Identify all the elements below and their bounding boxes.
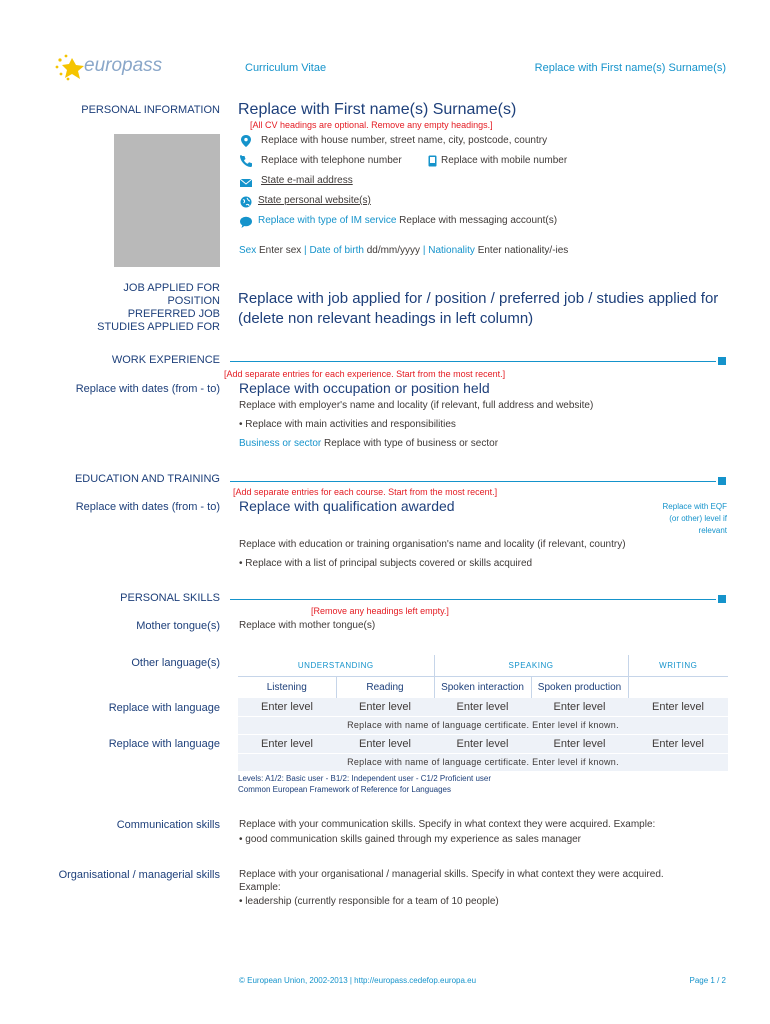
activities: • Replace with main activities and responsibilities bbox=[239, 419, 456, 430]
im-chat-icon bbox=[240, 216, 252, 228]
levels-note: Levels: A1/2: Basic user - B1/2: Independent user - C1/2 Proficient user bbox=[238, 774, 492, 783]
understanding-header: UNDERSTANDING bbox=[238, 655, 434, 676]
section-divider-marker bbox=[718, 477, 726, 485]
work-note: [Add separate entries for each experience. Start from the most recent.] bbox=[224, 369, 506, 379]
job-applied-text: Replace with job applied for / position / preferred job / studies applied for (delete non relevant headings in left column) bbox=[238, 290, 719, 327]
writing-subheader-empty bbox=[628, 676, 728, 698]
language-label: Replace with language bbox=[108, 702, 220, 714]
organisational-skills-label: Organisational / managerial skills bbox=[58, 869, 220, 881]
im-value: Replace with messaging account(s) bbox=[399, 215, 558, 226]
communication-skills-example: • good communication skills gained through my experience as sales manager bbox=[239, 834, 582, 845]
level-cell: Enter level bbox=[553, 701, 606, 713]
work-experience-label: WORK EXPERIENCE bbox=[111, 354, 220, 366]
organisation: Replace with education or training organisation's name and locality (if relevant, country) bbox=[239, 539, 626, 550]
level-cell: Enter level bbox=[456, 738, 509, 750]
headings-note: [All CV headings are optional. Remove any empty headings.] bbox=[250, 120, 493, 130]
im-line bbox=[258, 215, 557, 226]
language-certificate: Replace with name of language certificate. Enter level if known. bbox=[238, 717, 728, 734]
spoken-interaction-header: Spoken interaction bbox=[434, 676, 531, 698]
speaking-header: SPEAKING bbox=[434, 655, 628, 676]
education-dates: Replace with dates (from - to) bbox=[75, 501, 220, 513]
language-table-subheader bbox=[238, 676, 728, 698]
language-certificate: Replace with name of language certificate. Enter level if known. bbox=[238, 754, 728, 771]
other-languages-label: Other language(s) bbox=[131, 657, 220, 669]
email[interactable]: State e-mail address bbox=[261, 175, 353, 186]
employer: Replace with employer's name and locality (if relevant, full address and website) bbox=[239, 400, 594, 411]
business-label: Business or sector bbox=[239, 438, 322, 449]
photo-placeholder bbox=[114, 134, 220, 267]
education-label: EDUCATION AND TRAINING bbox=[74, 473, 220, 485]
europass-logo-icon bbox=[54, 52, 88, 82]
europass-logo bbox=[54, 52, 164, 82]
personal-details-line bbox=[239, 245, 568, 256]
skills-note: [Remove any headings left empty.] bbox=[311, 606, 449, 616]
eqf-level-3: relevant bbox=[698, 526, 727, 535]
communication-skills-label: Communication skills bbox=[116, 819, 220, 831]
organisational-skills-text: Replace with your organisational / managerial skills. Specify in what context they were acquired. bbox=[239, 869, 664, 880]
level-cell: Enter level bbox=[359, 738, 411, 750]
job-label-2: POSITION bbox=[167, 295, 220, 307]
address: Replace with house number, street name, city, postcode, country bbox=[261, 135, 548, 146]
section-divider-marker bbox=[718, 595, 726, 603]
sex-label: Sex bbox=[239, 245, 257, 256]
organisational-skills-example: • leadership (currently responsible for a team of 10 people) bbox=[239, 896, 499, 907]
framework-note: Common European Framework of Reference for Languages bbox=[238, 785, 451, 794]
mother-tongue-value: Replace with mother tongue(s) bbox=[239, 620, 376, 631]
nationality-label: Nationality bbox=[428, 245, 475, 256]
sex-value: Enter sex bbox=[259, 245, 302, 256]
level-cell: Enter level bbox=[652, 701, 704, 713]
level-cell: Enter level bbox=[456, 701, 509, 713]
eqf-level-1: Replace with EQF bbox=[662, 502, 727, 511]
dob-label: Date of birth bbox=[309, 245, 364, 256]
mother-tongue-label: Mother tongue(s) bbox=[136, 620, 220, 632]
header-name: Replace with First name(s) Surname(s) bbox=[534, 62, 726, 74]
job-label-1: JOB APPLIED FOR bbox=[123, 282, 220, 294]
im-label: Replace with type of IM service bbox=[258, 215, 397, 226]
level-cell: Enter level bbox=[553, 738, 606, 750]
level-cell: Enter level bbox=[652, 738, 704, 750]
email-icon bbox=[240, 177, 252, 189]
job-label-3: PREFERRED JOB bbox=[127, 308, 220, 320]
phone-icon bbox=[240, 155, 252, 167]
spoken-production-header: Spoken production bbox=[531, 676, 628, 698]
organisational-skills-example-label: Example: bbox=[239, 882, 281, 893]
europass-logo-text: europass bbox=[84, 55, 163, 76]
section-divider bbox=[230, 481, 716, 482]
language-label: Replace with language bbox=[108, 738, 220, 750]
telephone: Replace with telephone number bbox=[261, 155, 402, 166]
footer-copyright: © European Union, 2002-2013 | http://europass.cedefop.europa.eu bbox=[239, 976, 477, 985]
separator: | bbox=[304, 245, 307, 256]
website[interactable]: State personal website(s) bbox=[258, 195, 371, 206]
section-divider bbox=[230, 361, 716, 362]
language-level-row bbox=[238, 735, 728, 753]
occupation-title: Replace with occupation or position held bbox=[239, 380, 490, 396]
level-cell: Enter level bbox=[261, 738, 313, 750]
level-cell: Enter level bbox=[359, 701, 411, 713]
mobile-icon bbox=[428, 155, 437, 167]
separator: | bbox=[422, 245, 426, 256]
page-number: Page 1 / 2 bbox=[689, 976, 726, 985]
language-level-row bbox=[238, 698, 728, 716]
mobile: Replace with mobile number bbox=[441, 155, 568, 166]
website-icon bbox=[240, 196, 252, 208]
location-pin-icon bbox=[240, 135, 252, 147]
section-divider bbox=[230, 599, 716, 600]
job-label-4: STUDIES APPLIED FOR bbox=[97, 321, 220, 333]
language-table-header bbox=[238, 655, 728, 676]
business-line bbox=[239, 438, 498, 449]
cv-title: Curriculum Vitae bbox=[245, 62, 327, 74]
work-dates: Replace with dates (from - to) bbox=[75, 383, 220, 395]
communication-skills-text: Replace with your communication skills. Specify in what context they were acquired. Example: bbox=[239, 819, 656, 830]
language-table bbox=[238, 655, 728, 699]
business-value: Replace with type of business or sector bbox=[324, 438, 499, 449]
reading-header: Reading bbox=[336, 676, 434, 698]
personal-info-label: PERSONAL INFORMATION bbox=[81, 104, 220, 116]
section-divider-marker bbox=[718, 357, 726, 365]
qualification-title: Replace with qualification awarded bbox=[239, 498, 455, 514]
listening-header: Listening bbox=[238, 676, 336, 698]
personal-skills-label: PERSONAL SKILLS bbox=[120, 592, 220, 604]
education-note: [Add separate entries for each course. Start from the most recent.] bbox=[233, 487, 498, 497]
dob-value: dd/mm/yyyy bbox=[366, 245, 421, 256]
nationality-value: Enter nationality/-ies bbox=[477, 245, 569, 256]
subjects: • Replace with a list of principal subjects covered or skills acquired bbox=[239, 558, 533, 569]
level-cell: Enter level bbox=[261, 701, 313, 713]
eqf-level-2: (or other) level if bbox=[669, 514, 727, 523]
writing-header: WRITING bbox=[628, 655, 728, 676]
person-name: Replace with First name(s) Surname(s) bbox=[238, 101, 517, 118]
